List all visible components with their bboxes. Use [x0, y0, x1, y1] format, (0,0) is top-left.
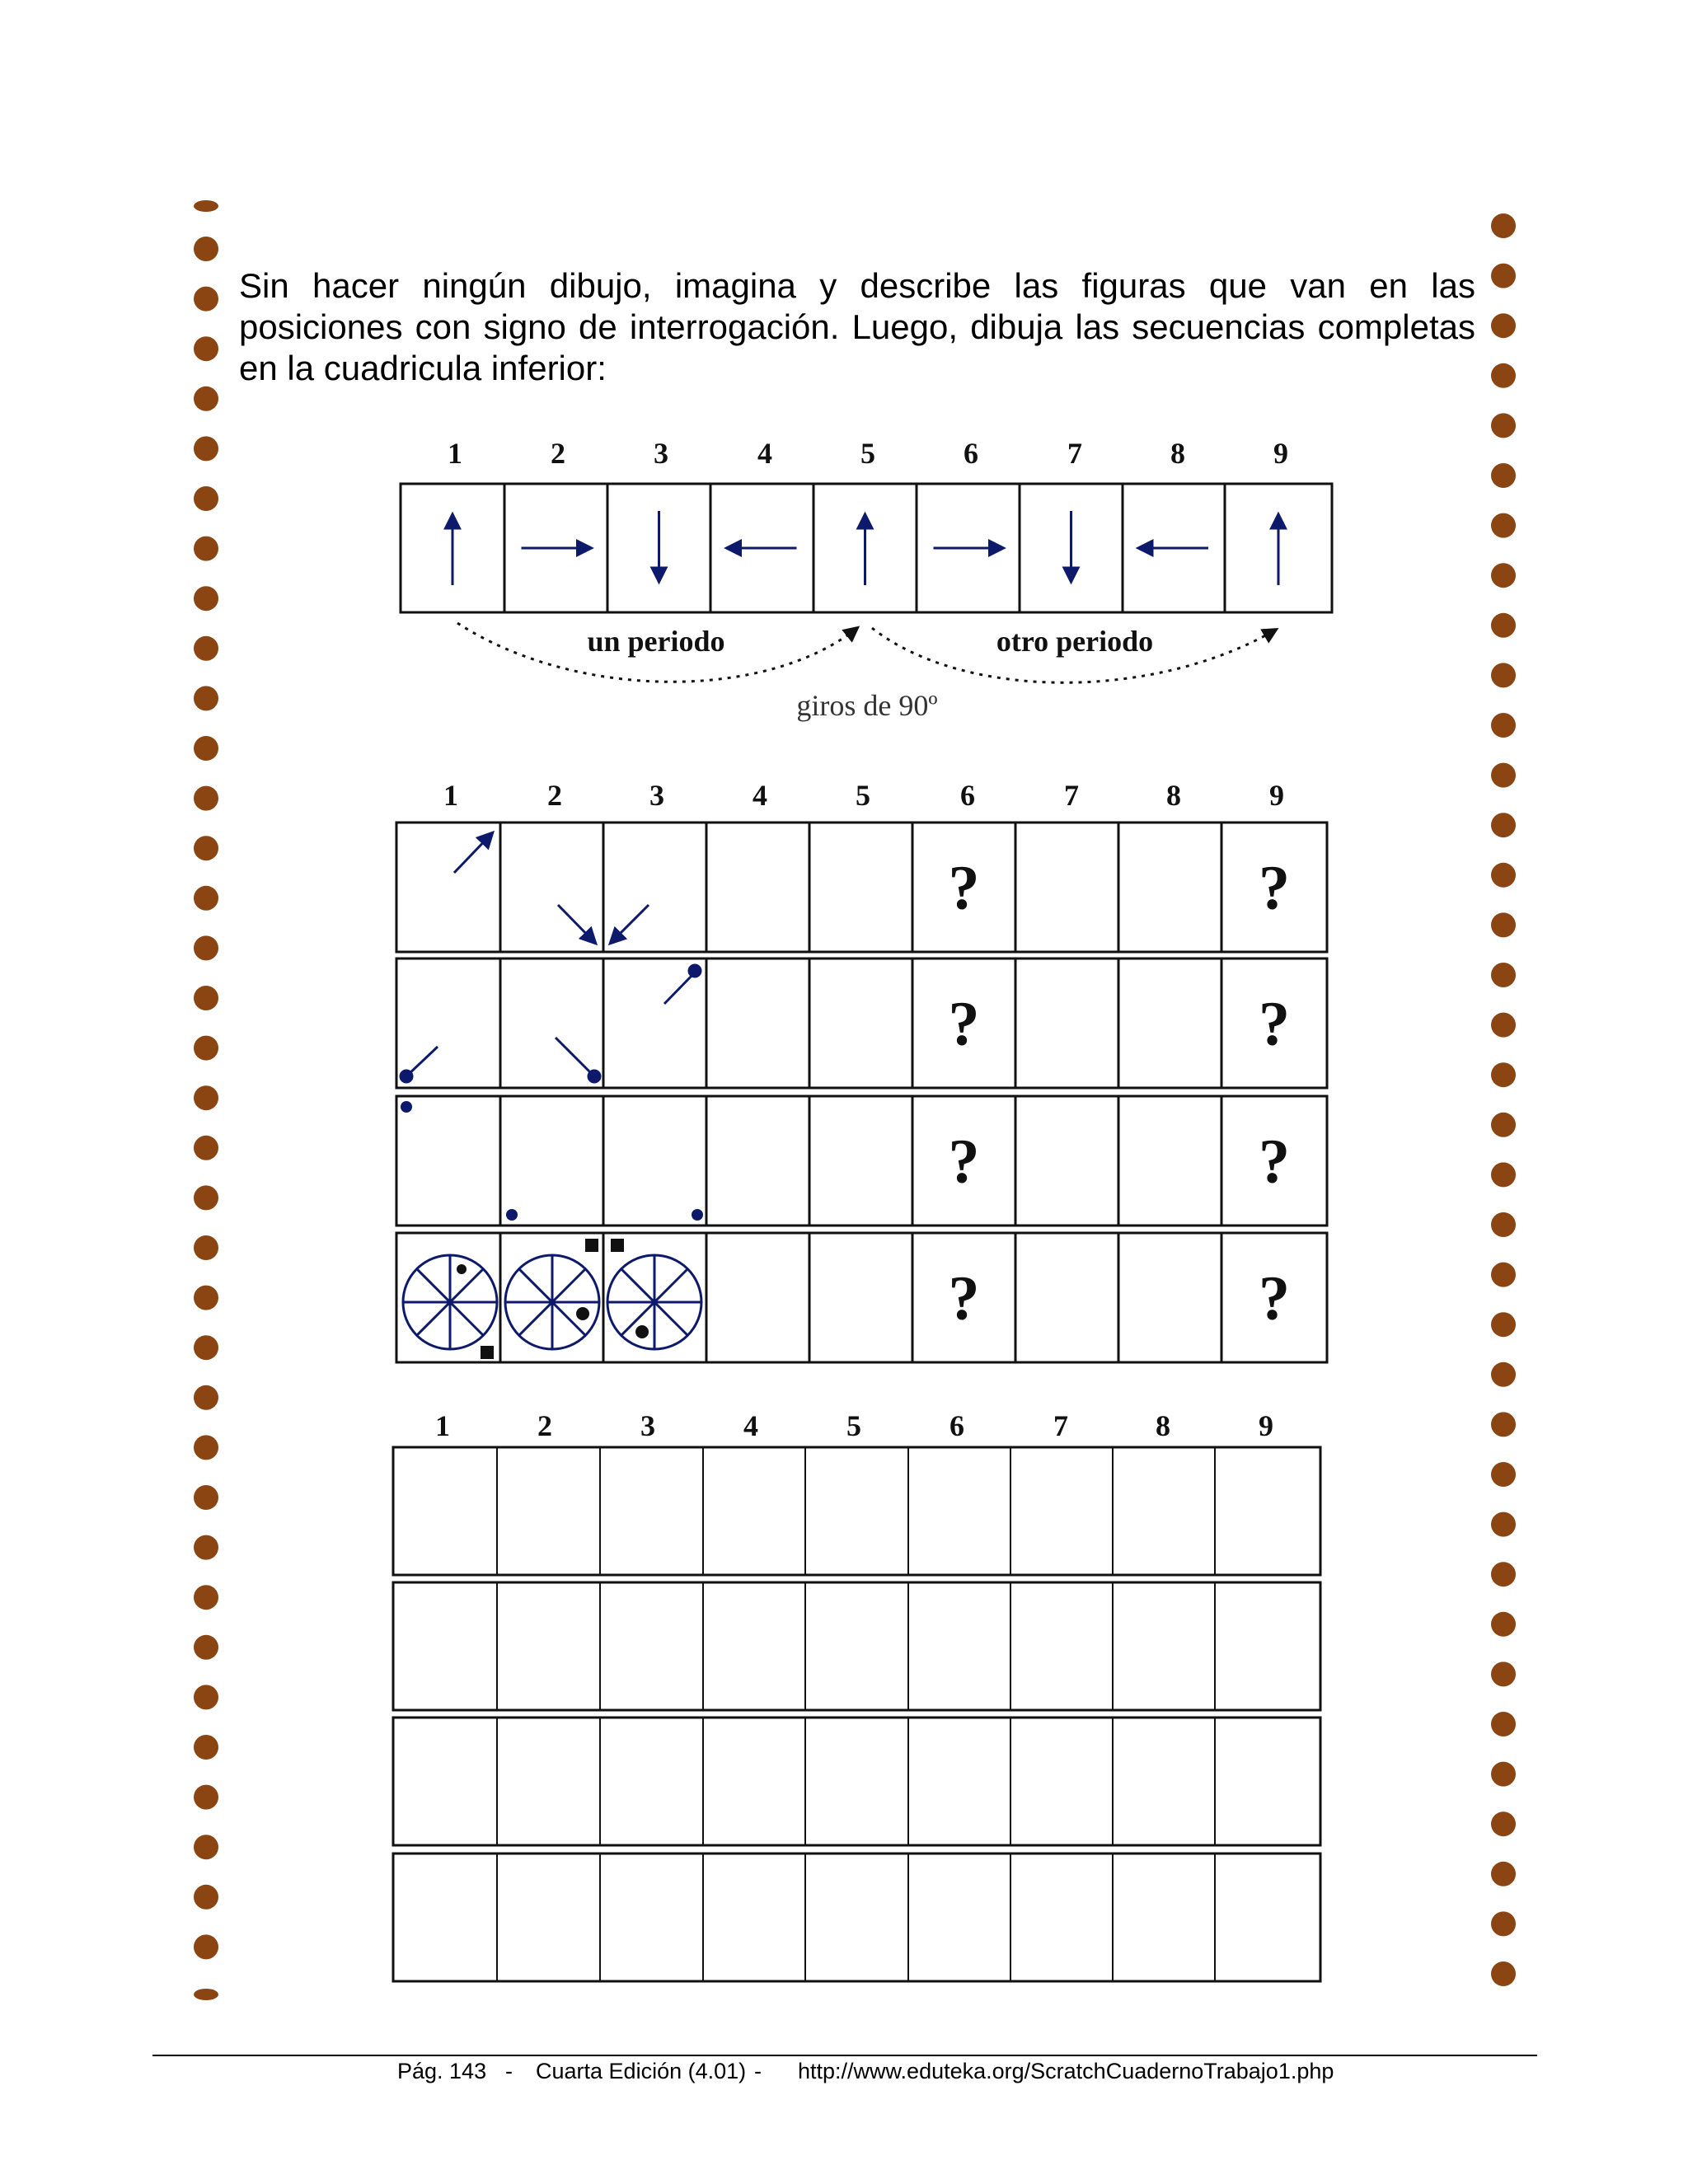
- answer-cell[interactable]: [1013, 1856, 1110, 1979]
- answer-grid-line: [599, 1447, 601, 1575]
- answer-grid-line: [1010, 1854, 1011, 1981]
- answer-cell[interactable]: [706, 1856, 803, 1979]
- stick-line: [556, 1038, 594, 1076]
- answer-grid-line: [1112, 1447, 1114, 1575]
- footer-separator: -: [754, 2059, 762, 2083]
- instructions-text: Sin hacer ningún dibujo, imagina y describe las figuras que van en las posiciones con signo de interrogación. Luego, dibuja las secuencias completas en la cuadricula inferior:: [239, 266, 1475, 387]
- answer-col-number: 4: [743, 1409, 758, 1442]
- answer-grid-line: [702, 1582, 704, 1710]
- answer-grid-line: [1214, 1447, 1216, 1575]
- exercise-col-number: 9: [1269, 779, 1284, 812]
- wheel-icon: [403, 1255, 497, 1359]
- wheel-icon: [505, 1239, 599, 1349]
- answer-cell[interactable]: [706, 1450, 803, 1572]
- corner-dot: [506, 1209, 518, 1221]
- page-footer: [0, 2059, 1688, 2092]
- answer-cell[interactable]: [396, 1720, 495, 1843]
- corner-dot: [692, 1209, 703, 1221]
- answer-cell[interactable]: [396, 1450, 495, 1572]
- example-col-number: 3: [654, 437, 668, 470]
- question-mark: ?: [1259, 989, 1290, 1059]
- footer-separator: -: [505, 2059, 513, 2083]
- exercise-column-numbers: [443, 779, 1284, 812]
- answer-col-number: 3: [640, 1409, 655, 1442]
- stick-line: [664, 972, 695, 1004]
- answer-col-number: 1: [435, 1409, 450, 1442]
- edition-label: Cuarta Edición (4.01): [536, 2059, 747, 2083]
- exercise-col-number: 5: [856, 779, 870, 812]
- exercise-col-number: 6: [960, 779, 975, 812]
- exercise-grid: [396, 823, 1327, 1362]
- answer-grid-line: [599, 1854, 601, 1981]
- answer-col-number: 7: [1053, 1409, 1068, 1442]
- answer-cell[interactable]: [603, 1450, 701, 1572]
- rotation-label: giros de 90º: [796, 689, 938, 722]
- example-col-number: 8: [1170, 437, 1185, 470]
- question-mark: ?: [948, 1127, 980, 1197]
- answer-col-number: 5: [846, 1409, 861, 1442]
- example-col-number: 5: [860, 437, 875, 470]
- exercise-col-number: 1: [443, 779, 458, 812]
- example-col-number: 1: [448, 437, 462, 470]
- example-col-number: 6: [964, 437, 978, 470]
- answer-cell[interactable]: [1217, 1585, 1318, 1708]
- wheel-icon: [607, 1239, 701, 1349]
- answer-grid-line: [804, 1854, 806, 1981]
- answer-cell[interactable]: [808, 1720, 906, 1843]
- stick-dot: [588, 1071, 600, 1082]
- question-mark: ?: [1259, 1263, 1290, 1333]
- answer-grid-line: [804, 1582, 806, 1710]
- answer-column-numbers: [435, 1409, 1273, 1442]
- answer-cell[interactable]: [1013, 1450, 1110, 1572]
- footer-rule: [152, 2055, 1537, 2056]
- answer-cell[interactable]: [911, 1856, 1008, 1979]
- exercise-col-number: 4: [753, 779, 767, 812]
- answer-col-number: 8: [1156, 1409, 1170, 1442]
- page-number: Pág. 143: [397, 2059, 487, 2083]
- answer-grid-line: [599, 1582, 601, 1710]
- answer-grid-line: [907, 1718, 909, 1845]
- answer-grid-line: [1214, 1718, 1216, 1845]
- row4-figures: [403, 1239, 701, 1359]
- answer-cell[interactable]: [499, 1856, 598, 1979]
- answer-grid-line: [1112, 1582, 1114, 1710]
- answer-cell[interactable]: [808, 1450, 906, 1572]
- answer-cell[interactable]: [499, 1585, 598, 1708]
- answer-cell[interactable]: [499, 1450, 598, 1572]
- answer-grid-line: [907, 1582, 909, 1710]
- answer-col-number: 6: [950, 1409, 964, 1442]
- answer-grid-line: [496, 1718, 498, 1845]
- answer-grid-line: [1010, 1582, 1011, 1710]
- exercise-row-frame: [396, 958, 1327, 1088]
- answer-cell[interactable]: [706, 1720, 803, 1843]
- answer-grid-line: [702, 1718, 704, 1845]
- example-column-numbers: [448, 437, 1288, 470]
- answer-grid-line: [907, 1447, 909, 1575]
- answer-cell[interactable]: [706, 1585, 803, 1708]
- answer-grid-line: [1112, 1854, 1114, 1981]
- answer-cell[interactable]: [603, 1585, 701, 1708]
- period-label-1: un periodo: [587, 625, 725, 658]
- answer-cell[interactable]: [1217, 1720, 1318, 1843]
- answer-grid-line: [496, 1582, 498, 1710]
- exercise-row-frame: [396, 1096, 1327, 1226]
- answer-grid-line: [496, 1854, 498, 1981]
- exercise-col-number: 8: [1166, 779, 1181, 812]
- answer-grid-line: [496, 1447, 498, 1575]
- answer-cell[interactable]: [1013, 1720, 1110, 1843]
- answer-cell[interactable]: [1217, 1856, 1318, 1979]
- diagonal-arrow-down-right-icon: [558, 905, 595, 943]
- row1-figures: [454, 833, 649, 943]
- exercise-col-number: 7: [1064, 779, 1079, 812]
- example-col-number: 4: [757, 437, 772, 470]
- answer-col-number: 9: [1259, 1409, 1273, 1442]
- question-mark: ?: [948, 853, 980, 923]
- answer-cell[interactable]: [1115, 1450, 1212, 1572]
- diagonal-arrow-down-left-icon: [611, 905, 649, 943]
- period-label-2: otro periodo: [996, 625, 1154, 658]
- exercise-col-number: 3: [649, 779, 664, 812]
- corner-dot: [401, 1101, 412, 1113]
- answer-cell[interactable]: [1115, 1585, 1212, 1708]
- answer-grid-line: [1112, 1718, 1114, 1845]
- answer-cell[interactable]: [911, 1450, 1008, 1572]
- answer-grid-line: [1214, 1582, 1216, 1710]
- answer-cell[interactable]: [603, 1720, 701, 1843]
- answer-grid-line: [1010, 1447, 1011, 1575]
- row2-figures: [401, 965, 701, 1082]
- answer-cell[interactable]: [911, 1585, 1008, 1708]
- exercise-col-number: 2: [547, 779, 562, 812]
- answer-cell[interactable]: [911, 1720, 1008, 1843]
- answer-grid-line: [907, 1854, 909, 1981]
- answer-cell[interactable]: [808, 1856, 906, 1979]
- answer-grid-line: [702, 1854, 704, 1981]
- answer-col-number: 2: [537, 1409, 552, 1442]
- example-col-number: 2: [551, 437, 565, 470]
- answer-grid-line: [804, 1718, 806, 1845]
- question-mark: ?: [948, 1263, 980, 1333]
- stick-dot: [401, 1071, 412, 1082]
- answer-cell[interactable]: [603, 1856, 701, 1979]
- question-mark: ?: [948, 989, 980, 1059]
- answer-grid-line: [702, 1447, 704, 1575]
- example-arrow-row: [401, 484, 1332, 612]
- answer-cell[interactable]: [396, 1585, 495, 1708]
- answer-grid-line: [804, 1447, 806, 1575]
- question-mark: ?: [1259, 853, 1290, 923]
- question-mark: ?: [1259, 1127, 1290, 1197]
- exercise-row-frame: [396, 823, 1327, 952]
- answer-grid: [393, 1447, 1320, 1981]
- answer-grid-line: [1010, 1718, 1011, 1845]
- stick-dot: [689, 965, 701, 977]
- row3-figures: [401, 1101, 703, 1221]
- source-url[interactable]: http://www.eduteka.org/ScratchCuadernoTrabajo1.php: [798, 2059, 1334, 2083]
- answer-cell[interactable]: [1217, 1450, 1318, 1572]
- answer-cell[interactable]: [1013, 1585, 1110, 1708]
- example-col-number: 7: [1067, 437, 1082, 470]
- answer-grid-line: [1214, 1854, 1216, 1981]
- answer-cell[interactable]: [808, 1585, 906, 1708]
- answer-grid-line: [599, 1718, 601, 1845]
- answer-cell[interactable]: [1115, 1720, 1212, 1843]
- answer-cell[interactable]: [396, 1856, 495, 1979]
- answer-cell[interactable]: [499, 1720, 598, 1843]
- diagonal-arrow-up-right-icon: [454, 833, 492, 873]
- example-col-number: 9: [1273, 437, 1288, 470]
- exercise-row-frame: [396, 1233, 1327, 1362]
- answer-cell[interactable]: [1115, 1856, 1212, 1979]
